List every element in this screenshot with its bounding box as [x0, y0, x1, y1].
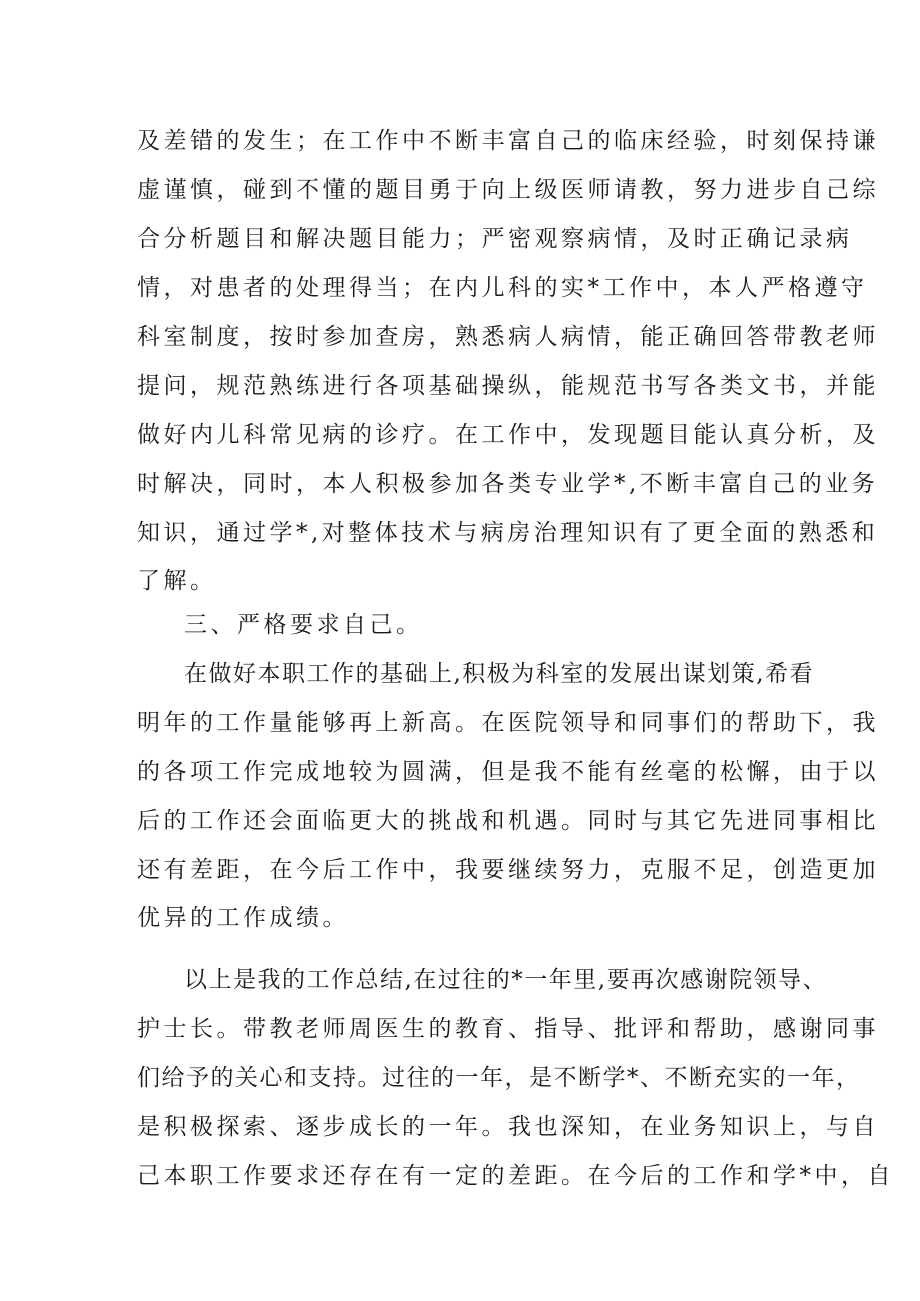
text-line: 们给予的关心和支持。过往的一年，是不断学*、不断充实的一年，: [137, 1065, 861, 1091]
text-line: 时解决，同时，本人积极参加各类专业学*,不断丰富自己的业务: [137, 471, 879, 497]
text-line: 情，对患者的处理得当；在内儿科的实*工作中，本人严格遵守: [137, 275, 868, 301]
text-line: 优异的工作成绩。: [137, 905, 349, 931]
section-heading: 三、严格要求自己。: [184, 612, 423, 638]
text-line: 是积极探索、逐步成长的一年。我也深知，在业务知识上，与自: [137, 1114, 879, 1140]
text-line: 的各项工作完成地较为圆满，但是我不能有丝毫的松懈，由于以: [137, 759, 879, 785]
text-line: 己本职工作要求还存在有一定的差距。在今后的工作和学*中，自: [137, 1163, 894, 1189]
text-line: 还有差距，在今后工作中，我要继续努力，克服不足，创造更加: [137, 857, 879, 883]
text-line: 明年的工作量能够再上新高。在医院领导和同事们的帮助下，我: [137, 710, 879, 736]
text-line: 虚谨慎，碰到不懂的题目勇于向上级医师请教，努力进步自己综: [137, 177, 879, 203]
text-line: 护士长。带教老师周医生的教育、指导、批评和帮助，感谢同事: [137, 1016, 879, 1042]
text-line: 在做好本职工作的基础上,积极为科室的发展出谋划策,希看: [184, 661, 815, 687]
text-line: 以上是我的工作总结,在过往的*一年里,要再次感谢院领导、: [184, 967, 828, 993]
text-line: 做好内儿科常见病的诊疗。在工作中，发现题目能认真分析，及: [137, 422, 879, 448]
text-line: 了解。: [137, 568, 217, 594]
text-line: 及差错的发生；在工作中不断丰富自己的临床经验，时刻保持谦: [137, 128, 879, 154]
text-line: 知识，通过学*,对整体技术与病房治理知识有了更全面的熟悉和: [137, 520, 879, 546]
text-line: 后的工作还会面临更大的挑战和机遇。同时与其它先进同事相比: [137, 808, 879, 834]
text-line: 提问，规范熟练进行各项基础操纵，能规范书写各类文书，并能: [137, 373, 879, 399]
text-line: 科室制度，按时参加查房，熟悉病人病情，能正确回答带教老师: [137, 324, 879, 350]
text-line: 合分析题目和解决题目能力；严密观察病情，及时正确记录病: [137, 226, 853, 252]
